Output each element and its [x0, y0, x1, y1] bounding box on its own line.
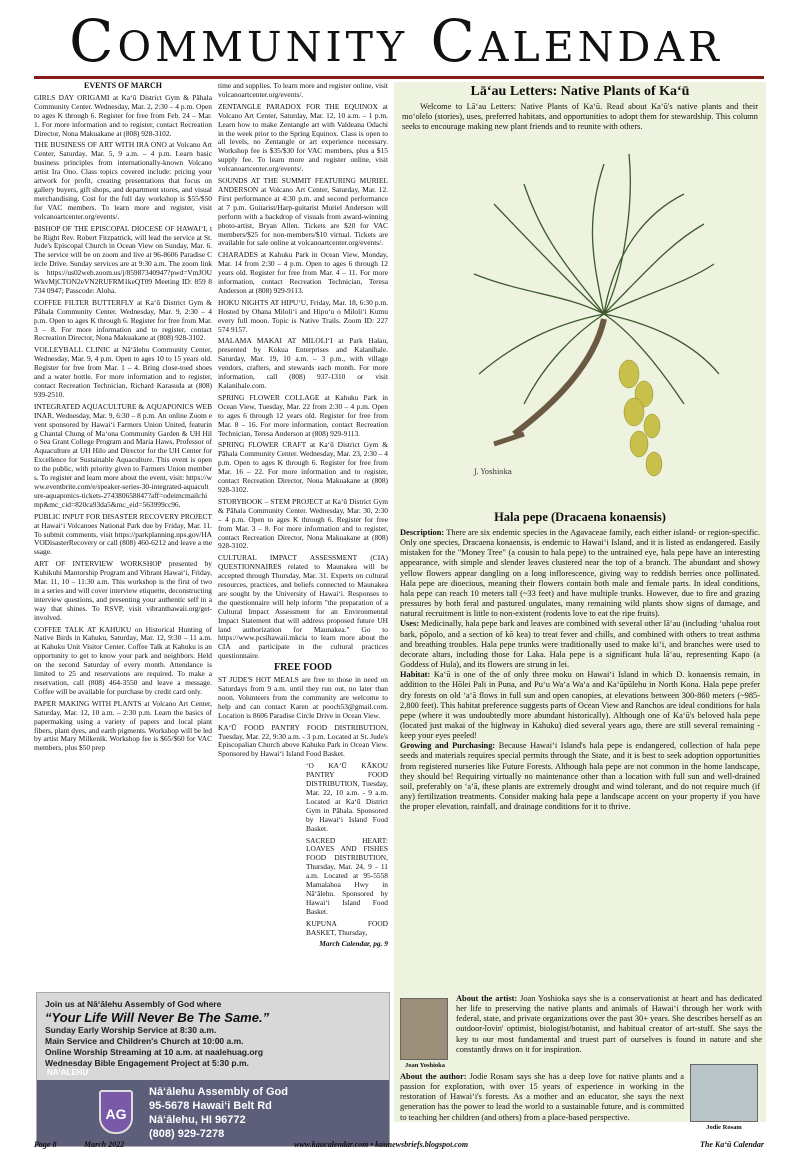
event-item: PUBLIC INPUT FOR DISASTER RECOVERY PROJECT at Hawai‘i Volcanoes National Park due by Friday, Mar. 11. To submit comments, visit https://parkplanning.nps.gov/HAVODisasterRecovery or call (808) 460-6212 and leave a message.	[34, 511, 212, 557]
artist-photo	[400, 998, 448, 1060]
about-artist	[456, 994, 762, 1055]
food-item: KUPUNA FOOD BASKET, Thursday,	[306, 918, 388, 937]
artist-caption: Joan Yoshioka	[404, 1062, 446, 1069]
author-label: About the author:	[400, 1072, 467, 1081]
event-item: COFFEE TALK AT KAHUKU on Historical Hunting of Native Birds in Kahuku, Saturday, Mar. 12, 9:30 – 11 a.m. at Kahuku Unit Visitor Center. Coffee Talk at Kahuku is an opportunity to get to know your park and neighbors. Held on the second Saturday of every month. Attendance is limited to 25 and reservations are required. To make a reservation, call (808) 464-3550 and leave a message. Coffee will be available for purchase by credit card only.	[34, 624, 212, 696]
food-item: ST JUDE'S HOT MEALS are free to those in need on Saturdays from 9 a.m. until they run out, no later than noon. Volunteers from the community are welcome to help and can contact Karen at pooch53@gmail.com. Location is 8606 Paradise Circle Drive in Ocean View.	[218, 675, 388, 720]
description-label: Description:	[400, 528, 445, 537]
uses-text: Medicinally, hala pepe bark and leaves are combined with several other lā‘au (including ‘uhaloa root bark, pōpolo, and a section of kō kea) to treat fever and chills, and combined with others to treat asthma and breathing troubles. Hala pepe trunks were traditionally used to make ki‘i, and branches were used to decorate altars, including those for Laka. Hala pepe is a significant hula lā‘au, representing Kapo (a Goddess of Hula), and its flowers are strung in lei.	[400, 619, 761, 670]
church-logo-icon: AG	[99, 1090, 133, 1134]
plant-illustration	[454, 144, 724, 499]
artist-label: About the artist:	[456, 994, 518, 1003]
event-item: HOKU NIGHTS AT HIPU‘U, Friday, Mar. 18, 6:30 p.m. Hosted by Ohana Miloli‘i and Hipu‘u o Miloli‘i Kumu every full moon. Topic is Native Trails. Zoom ID: 227 574 9157.	[218, 297, 388, 334]
event-item: VOLLEYBALL CLINIC at Nā‘ālehu Community Center, Wednesday, Mar. 9, 4 p.m. Open to ages 10 to 15 years old. Register for free from Mar. 1 – 4. Bring close-toed shoes and a water bottle. For more information and to register, contact Recreation Technician, Richard Karasuda at (808) 939-2510.	[34, 345, 212, 399]
description-paragraph	[400, 528, 760, 619]
footer-month: March 2022	[84, 1140, 125, 1149]
event-item: ZENTANGLE PARADOX FOR THE EQUINOX at Volcano Art Center, Saturday, Mar. 12, 10 a.m. – 1 p.m. Learn how to make Zentangle art with Valdeana Odachi in the week prior to the Spring Equinox. Class is open to all levels, no Zentangle or art experience necessary. Workshop fee is $35/$30 for VAC members, plus a $15 supply fee. To learn more and register online, visit volcanoartcenter.org/events/.	[218, 101, 388, 174]
events-heading: EVENTS OF MARCH	[84, 81, 162, 90]
uses-label: Uses:	[400, 619, 420, 629]
masthead-title: Community Calendar	[69, 7, 723, 75]
event-item: MALAMA MAKAI AT MILOLI‘I at Park Halau, presented by Kokua Enterprises and Kalanihale. Saturday, Mar. 19, 10 a.m. – 3 p.m., with village vendors, crafters, and stewards each month. For more information, call (808) 937-1310 or visit Kalanihale.com.	[218, 336, 388, 390]
footer-urls: www.kaucalendar.com • kaunewsbriefs.blogspot.com	[294, 1140, 469, 1149]
church-advertisement	[36, 992, 390, 1147]
event-item: CHARADES at Kahuku Park in Ocean View, Monday, Mar. 14 from 2:30 – 4 p.m. Open to ages 6 through 12 years old. Register for free from Mar. 4 – 11. For more information, contact Recreation Technician, Teresa Anderson at (808) 929-9113.	[218, 250, 388, 295]
footer-pub: The Ka‘ū Calendar	[699, 1140, 764, 1149]
top-rule	[34, 76, 764, 79]
feature-column	[394, 82, 766, 1122]
growing-paragraph	[400, 741, 760, 812]
event-item: PAPER MAKING WITH PLANTS at Volcano Art Center, Saturday, Mar. 12, 10 a.m. – 2:30 p.m. Learn the basics of papermaking using a variety of papers and local plant fibers, plant dyes, and earth pigments. Workshop will be led by artist Mary Milkenik. Workshop fee is $65/$60 for VAC members, plus $50 prep	[34, 698, 212, 753]
ad-line-5: Online Worship Streaming at 10 a.m. at naalehuag.org	[45, 1047, 264, 1057]
author-photo	[690, 1064, 758, 1122]
org-phone: (808) 929-7278	[149, 1128, 225, 1140]
description-text: There are six endemic species in the Agavaceae family, each either island- or region-specific. Only one species, Dracaena konaensis, is endemic to Hawai‘i Island, and it is listed as endangered. Easily mistaken for the "Money Tree" (a cousin to hala pepe) to the untrained eye, hala pepe have an interesting appearance, with simple and slender leaves clustered near the top of a branch. The abundant and showy yellow flowers appear dangling on a long inflorescence, giving way to reddish berries once pollinated. Hala pepe are dioecious, meaning their flowers contain both male and female parts. In ideal conditions, hala pepe can reach 10 meters tall (~33 feet) and have multiple trunks. However, due to fire and grazing pressures by both feral and pastured ungulates, many remaining wild plants show signs of damage, and natural recruitment is little to non-existent (rodents love to eat the ripe fruits).	[400, 528, 760, 619]
free-food-heading: FREE FOOD	[273, 662, 333, 674]
feature-title: Lā‘au Letters: Native Plants of Ka‘ū	[470, 84, 690, 99]
ad-bottom-left-text: NA‘ALEHU	[47, 1068, 89, 1077]
org-address-1: 95-5678 Hawai‘i Belt Rd	[149, 1100, 272, 1112]
event-item: time and supplies. To learn more and register online, visit volcanoartcenter.org/events/.	[218, 81, 388, 99]
author-text: Jodie Rosam says she has a deep love for native plants and a passion for exploration, with over 15 years of experience in working in the restoration of Hawai‘i's forests. As a mother and an educator, she says the next generation has the power to lead the world to a sustainable future, and is committed to teaching her children (and others) from a place-based perspective.	[400, 1072, 685, 1122]
ad-slogan: “Your Life Will Never Be The Same.”	[45, 1010, 270, 1025]
events-column-1	[34, 82, 212, 756]
food-item: KA‘Ū FOOD PANTRY FOOD DISTRIBUTION, Tuesday, Mar. 22, 9:30 a.m. - 3 p.m. Located at St. Jude's Episcopalian Church above Kahuku Park in Ocean View. Sponsored by Hawai‘i Island Food Basket.	[218, 722, 388, 759]
org-name: Nā‘ālehu Assembly of God	[149, 1086, 288, 1098]
event-item: THE BUSINESS OF ART WITH IRA ONO at Volcano Art Center, Saturday, Mar. 5, 9 a.m. – 4 p.m. Learn basic business principles from internationally-known Volcano artist Ira Ono. Class topics covered include: pricing your artwork for profit, creating presentations that focus on gallery buyers, gift shops, and department stores, and visual merchandising. Cost for the full day workshop is $55/$50 for VAC members. To learn more and register, visit volcanoartcenter.org/events/.	[34, 140, 212, 221]
continued-note: March Calendar, pg. 9	[319, 939, 388, 949]
event-item: SPRING FLOWER COLLAGE at Kahuku Park in Ocean View, Tuesday, Mar. 22 from 2:30 – 4 p.m. Open to ages 6 through 12 years old. Register for free from Mar. 8 – 16. For more information, contact Recreation Technician, Teresa Anderson at (808) 929-9113.	[218, 392, 388, 438]
ad-line-6: Wednesday Bible Engagement Project at 5:30 p.m.	[45, 1058, 249, 1068]
event-item: ART OF INTERVIEW WORKSHOP presented by Kuhikuhi Mantorship Program and Vibrant Hawai‘i, Friday, Mar. 11, 10 – 11:30 a.m. This workshop is the first of two in a series and will cover interview etiquette, deconstructing interview questions, and presenting your authentic self in a way that shines. To RSVP, visit vibranthawaii.org/get-involved.	[34, 559, 212, 622]
event-item: CULTURAL IMPACT ASSESSMENT (CIA) QUESTIONNAIRES related to Maunakea will be accepted through Thursday, Mar. 31. Experts on cultural resources, practices, and beliefs connected to Maunakea are sought by the University of Hawai‘i. Responses to the questionnaire will help inform "the preparation of a Cultural Impact Assessment for an Environmental Impact Statement that will address proposed future UH land authorization for Maunakea." Go to https://www.pcsihawaii.mkcia to learn more about the CIA and participate in the cultural practices questionnaire.	[218, 553, 388, 661]
habitat-text: Ka‘ū is one of the of only three moku on Hawai‘i Island in which D. konaensis remain, in addition to the Hōlei Pali in Puna, and Pu‘u Wa‘a Wa‘a and Ka‘ūpūlehu in North Kona. Hala pepe prefer dry forests on old ‘a‘ā flows in full sun and open canopies, at elevations between 300-860 meters (~985-2,800 feet). This habitat preference suggests parts of Ocean View and Ranchos are ideal conditions for hala pepe (where it was undoubtedly more abundant historically). Although one of Ka‘ū's beloved hala pepe (located just makai of the highway in Kahuku) died several years ago, there are still several remaining - keep your eyes peeled!	[400, 670, 761, 741]
org-address-2: Nā‘ālehu, HI 96772	[149, 1114, 246, 1126]
event-item: GIRLS DAY ORIGAMI at Ka‘ū District Gym & Pāhala Community Center. Wednesday, Mar. 2, 2:30 – 4 p.m. Open to ages K through 6. Register for free from Feb. 24 – Mar. 1. For more information and to register, contact Recreation Director, Nona Makuakane at (808) 928-3102.	[34, 92, 212, 138]
ad-line-3: Sunday Early Worship Service at 8:30 a.m.	[45, 1025, 217, 1035]
footer	[34, 1140, 764, 1152]
feature-body	[400, 528, 760, 812]
plant-title: Hala pepe (Dracaena konaensis)	[494, 510, 666, 524]
food-item: ‘O KA‘Ū KĀKOU PANTRY FOOD DISTRIBUTION, Tuesday, Mar. 22, 10 a.m. - 9 a.m. Located at Ka‘ū District Gym in Pāhala. Sponsored by Hawai‘i Island Food Basket.	[306, 761, 388, 833]
habitat-paragraph	[400, 670, 760, 741]
artist-text: Joan Yoshioka says she is a conservationist at heart and has dedicated her life to preserving the native plants and animals of Hawai‘i through her work with federal, state, and private organizations over the past 30+ years. She describes herself as an outdoor-lovin' optimist, biologist/botanist, and habitual creator of art-stuff. She says the key to our most fundamental and truest part of ourselves is found in nature and she constantly draws on it for inspiration.	[456, 994, 762, 1054]
event-item: BISHOP OF THE EPISCOPAL DIOCESE OF HAWAI‘I, the Right Rev. Robert Fitzpatrick, will lead the service at St. Jude's Episcopal Church in Ocean View on Sunday, Mar. 6. The service will be on zoom and live at 96-8606 Paradise Circle Drive. Sunday services are at 9:30 a.m. The zoom link is https://us02web.zoom.us/j/85987340947?pwd=VmJOUWkvMjCTON2eVN2RUFRM1keQT09 Meeting ID: 859 8734 0947; Passcode: Aloha.	[34, 223, 212, 295]
food-item: SACRED HEART: LOAVES AND FISHES FOOD DISTRIBUTION, Thursday, Mar. 24, 9 - 11 a.m. Located at 95-5558 Mamalahoa Hwy in Nā‘ālehu. Sponsored by Hawai‘i Island Food Basket.	[306, 835, 388, 916]
ad-bottom-band	[37, 1068, 389, 1146]
events-column-2	[218, 82, 388, 952]
artist-signature: J. Yoshioka	[474, 468, 512, 476]
growing-text: Because Hawai‘i Island's hala pepe is endangered, collection of hala pepe seeds and materials requires special permits through the State, and it is best to seek adoption opportunities from registered nurseries like Future Forests. Although hala pepe are not common in the home landscape, they should be! Requiring virtually no maintenance other than a location with full sun and well-drained soil, preferably on ‘a‘ā, these plants are extremely drought and wind tolerant, and do not require much (if any) fertilization treatments. Consider making hala pepe a landscape accent on your property if you have the proper elevation, rainfall, and drainage conditions for it to thrive.	[400, 741, 760, 812]
about-author-text	[400, 1072, 684, 1123]
feature-intro: Welcome to Lā‘au Letters: Native Plants of Ka‘ū. Read about Ka‘ū's native plants and their mo‘olelo (stories), uses, preferred habitats, and opportunities to adopt them for stewardship. This column seeks to encourage making new plant friends and to reunite with others.	[402, 102, 758, 132]
ad-line-1: Join us at Nā‘ālehu Assembly of God where	[45, 999, 222, 1009]
event-item: INTEGRATED AQUACULTURE & AQUAPONICS WEBINAR, Wednesday, Mar. 9, 6:30 – 8 p.m. An online Zoom event sponsored by Hawai‘i Farmers Union United, featuring Chantal Chung of Ma‘ona Community Garden & UH Hilo Sea Grant College Program and Maria Haws, Professor of Aquaculture at UH Hilo and Director for the UH Center for Excellence for Sustainable Aquaculture. This event is open to the public, with priority given to Farmers Union members. To register and learn more about the event, visit: https://www.eventbrite.com/e/speaker-series-30-integrated-aquaculture-aquaponics-tickets-274380658847?aff=odeimcmailchimp&mc_cid=820ca93da5&mc_eid=563999cc96.	[34, 401, 212, 509]
habitat-label: Habitat:	[400, 670, 431, 680]
event-item: COFFEE FILTER BUTTERFLY at Ka‘ū District Gym & Pāhala Community Center. Wednesday, Mar. 9, 2:30 – 4 p.m. Open to ages K through 6. Register for free from Mar. 3 – 8. For more information and to register, contact Recreation Director, Nona Makuakane at (808) 928-3102.	[34, 297, 212, 343]
ad-line-4: Main Service and Children's Church at 10:00 a.m.	[45, 1036, 244, 1046]
event-item: SOUNDS AT THE SUMMIT FEATURING MURIEL ANDERSON at Volcano Art Center, Saturday, Mar. 12. First performance at 4:30 p.m. and second performance at 7 p.m. Guitarist/Harp-guitarist Muriel Anderson will perform with a backdrop of visuals from award-winning photo-artist, Bryan Allen. Tickets are $20 for VAC members/$25 for non-members/$10 virtual. Tickets are available for sale online at volcanoartcenter.org/events/.	[218, 176, 388, 248]
ad-middle-panel	[43, 1075, 385, 1076]
event-item: STORYBOOK – STEM PROJECT at Ka‘ū District Gym & Pāhala Community Center. Wednesday, Mar. 30, 2:30 – 4 p.m. Open to ages K through 6. Register for free from Mar. 3 – 8. For more information and to register, contact Recreation Director, Nona Makuakane at (808) 928-3102.	[218, 496, 388, 551]
author-caption: Jodie Rosam	[706, 1124, 742, 1131]
event-item: SPRING FLOWER CRAFT at Ka‘ū District Gym & Pāhala Community Center. Wednesday, Mar. 23, 2:30 – 4 p.m. Open to ages K through 6. Register for free from Mar. 16 – 22. For more information and to register, contact Recreation Director, Nona Makuakane at (808) 928-3102.	[218, 440, 388, 494]
growing-label: Growing and Purchasing:	[400, 741, 496, 751]
footer-page: Page 8	[34, 1140, 57, 1149]
uses-paragraph	[400, 619, 760, 670]
